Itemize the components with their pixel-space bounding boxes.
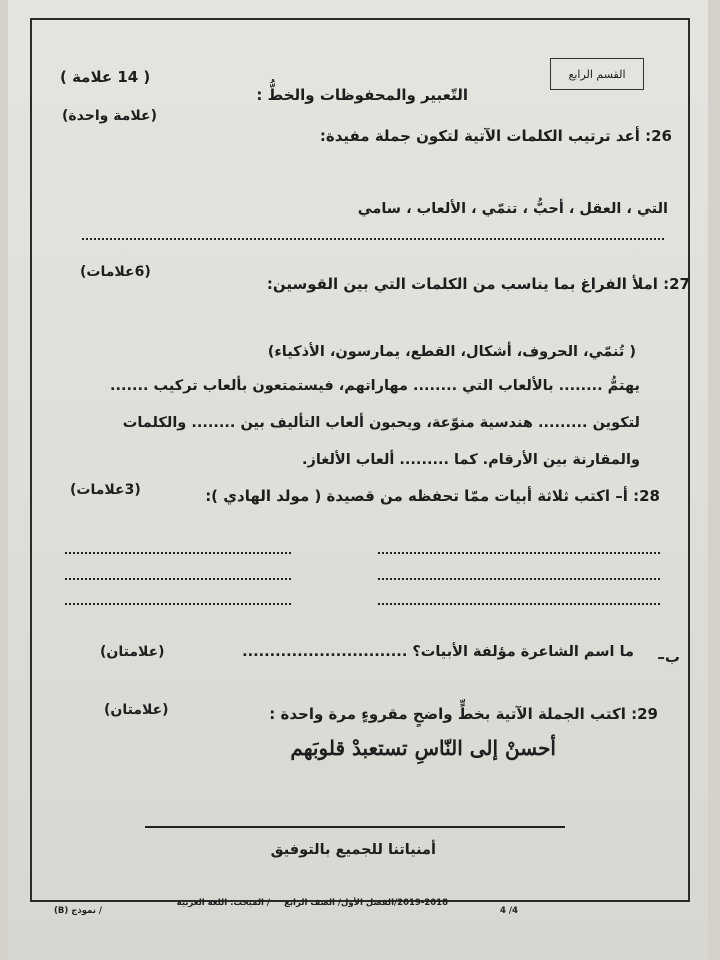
q26-answer-line[interactable] [82, 238, 664, 240]
closing-wish: أمنياتنا للجميع بالتوفيق [270, 842, 436, 858]
verse-line-1-right[interactable] [378, 552, 660, 554]
q29-prompt: 29: اكتب الجملة الآتية بخطٍّ واضحٍ مقروءٍ مرة واحدة : [269, 705, 658, 723]
q28b-marks: (علامتان) [100, 644, 165, 660]
q29-marks: (علامتان) [104, 702, 169, 718]
q27-line-3: والمقارنة بين الأرقام. كما ......... ألعاب الألغاز. [302, 452, 640, 468]
q27-line-2: لتكوين ......... هندسية منوّعة، ويحبون ألعاب التأليف بين ........ والكلمات [122, 415, 640, 431]
footer-model: / نموذج (B) [54, 906, 102, 916]
section-title: التّعبير والمحفوظات والخطُّ : [256, 86, 468, 104]
verse-line-1-left[interactable] [65, 552, 291, 554]
q28-marks: (3علامات) [70, 482, 141, 498]
footer-subject: / المبحث: اللغة العربية [176, 898, 270, 908]
verse-line-2-left[interactable] [65, 578, 291, 580]
verse-line-2-right[interactable] [378, 578, 660, 580]
q27-word-bank: ( تُنمّي، الحروف، أشكال، القطع، يمارسون، الأذكياء) [267, 344, 636, 360]
verse-line-3-left[interactable] [65, 603, 291, 605]
q29-sentence: أحسنْ إلى النّاسِ تستعبدْ قلوبَهم [290, 736, 556, 760]
q26-prompt: 26: أعد ترتيب الكلمات الآتية لتكون جملة مفيدة: [319, 127, 672, 145]
q27-prompt: 27: املأ الفراغ بما يناسب من الكلمات التي بين القوسين: [266, 275, 690, 293]
section-marks: ( 14 علامة ) [60, 68, 151, 86]
footer-term: 2019-2018/الفصل الأول/ الصف الرابع [284, 898, 448, 908]
q28b-label: ب– [657, 648, 680, 666]
q26-marks: (علامة واحدة) [62, 108, 157, 124]
q27-line-1: يهتمُّ ........ بالألعاب التي ........ مهاراتهم، فيستمتعون بألعاب تركيب ....... [109, 378, 640, 394]
closing-divider [145, 826, 565, 828]
q28b-prompt: ما اسم الشاعرة مؤلفة الأبيات؟ .............................. [242, 644, 634, 660]
verse-line-3-right[interactable] [378, 603, 660, 605]
section-label-box: القسم الرابع [550, 58, 644, 90]
q26-words: التي ، العقل ، أحبُّ ، تنمّي ، الألعاب ، سامي [357, 201, 668, 217]
q28-prompt: 28: أ– اكتب ثلاثة أبيات ممّا تحفظه من قصيدة ( مولد الهادي ): [205, 487, 660, 505]
q27-marks: (6علامات) [80, 264, 151, 280]
page-number: 4 /4 [500, 906, 518, 916]
